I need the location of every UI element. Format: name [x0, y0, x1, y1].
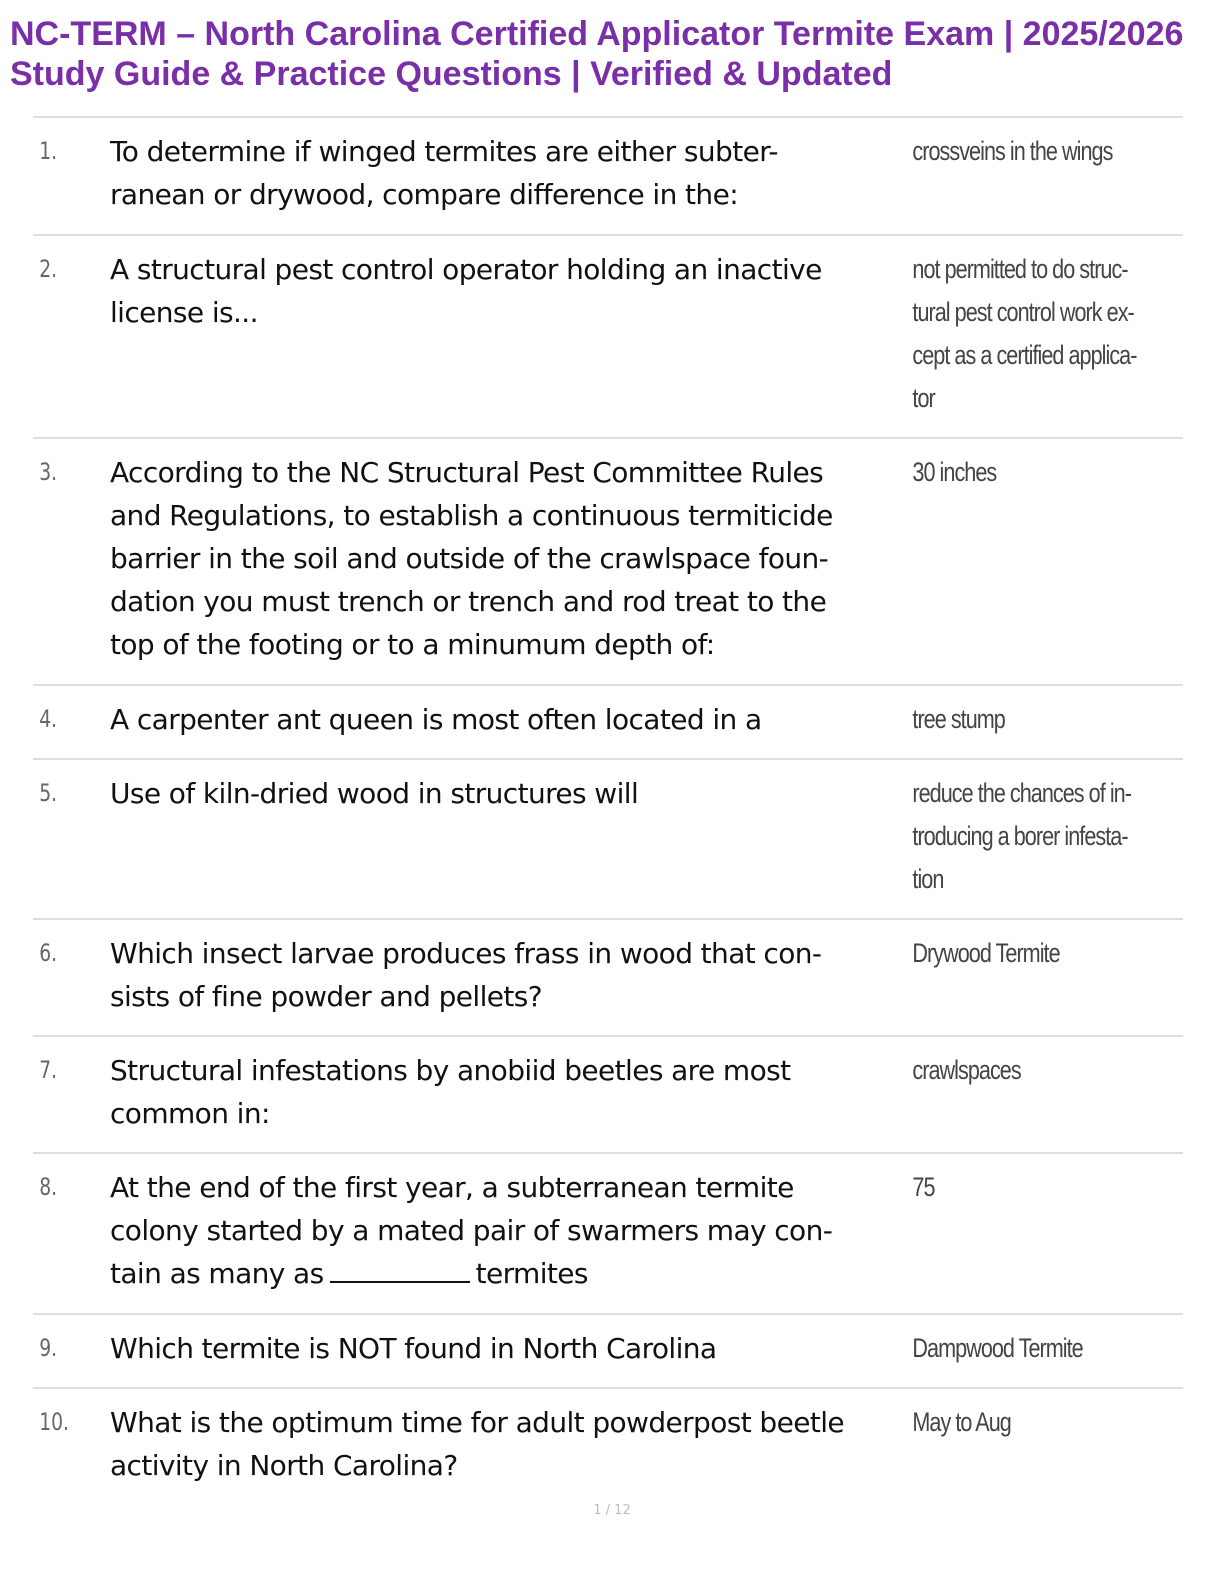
- answer-text: 75: [912, 1172, 935, 1202]
- question-text: According to the NC Structural Pest Committee Rules and Regulations, to establish a continuous termiticide barrier in the soil and outside of the crawlspace foun- dation you must trench or trench and rod treat to the top of the footing or to a minumum depth of:: [110, 456, 833, 661]
- list-item: [33, 118, 1183, 236]
- question-number: 6.: [39, 939, 58, 967]
- question-number: 9.: [39, 1334, 58, 1362]
- question-number: 2.: [39, 255, 58, 283]
- answer-text: Drywood Termite: [912, 938, 1060, 968]
- answer-text: 30 inches: [912, 457, 997, 487]
- answer-text: May to Aug: [912, 1407, 1011, 1437]
- question-text: Structural infestations by anobiid beetles are most common in:: [110, 1054, 791, 1130]
- question-text: Which insect larvae produces frass in wood that con- sists of fine powder and pellets?: [110, 937, 822, 1013]
- list-item: [33, 1037, 1183, 1154]
- answer-text: tree stump: [912, 704, 1005, 734]
- page-number: 1 / 12: [593, 1503, 631, 1518]
- question-text: A structural pest control operator holding an inactive license is...: [110, 253, 822, 329]
- question-number: 7.: [39, 1056, 58, 1084]
- question-text: At the end of the first year, a subterranean termite colony started by a mated pair of swarmers may con- tain as many as termites: [110, 1171, 833, 1290]
- question-list: [33, 116, 1183, 1499]
- question-text: A carpenter ant queen is most often located in a: [110, 703, 762, 736]
- list-item: [33, 236, 1183, 439]
- question-number: 5.: [39, 779, 58, 807]
- answer-text: crawlspaces: [912, 1055, 1021, 1085]
- page-title: NC-TERM – North Carolina Certified Applicator Termite Exam | 2025/2026 Study Guide & Practice Questions | Verified & Updated: [10, 15, 1184, 93]
- question-number: 8.: [39, 1173, 58, 1201]
- list-item: [33, 686, 1183, 760]
- list-item: [33, 439, 1183, 686]
- question-text: To determine if winged termites are either subter- ranean or drywood, compare difference in the:: [110, 135, 778, 211]
- question-number: 3.: [39, 458, 58, 486]
- list-item: [33, 1154, 1183, 1315]
- list-item: [33, 760, 1183, 920]
- list-item: [33, 1389, 1183, 1499]
- answer-text: Dampwood Termite: [912, 1333, 1083, 1363]
- fill-in-blank: [330, 1257, 470, 1283]
- question-text: Use of kiln-dried wood in structures will: [110, 777, 639, 810]
- answer-text: not permitted to do struc- tural pest control work ex- cept as a certified applica- tor: [912, 254, 1137, 413]
- question-number: 1.: [39, 137, 58, 165]
- question-number: 10.: [39, 1408, 70, 1436]
- answer-text: crossveins in the wings: [912, 136, 1113, 166]
- question-text: Which termite is NOT found in North Carolina: [110, 1332, 717, 1365]
- answer-text: reduce the chances of in- troducing a borer infesta- tion: [912, 778, 1131, 894]
- question-text: What is the optimum time for adult powderpost beetle activity in North Carolina?: [110, 1406, 845, 1482]
- list-item: [33, 1315, 1183, 1389]
- question-number: 4.: [39, 705, 58, 733]
- list-item: [33, 920, 1183, 1037]
